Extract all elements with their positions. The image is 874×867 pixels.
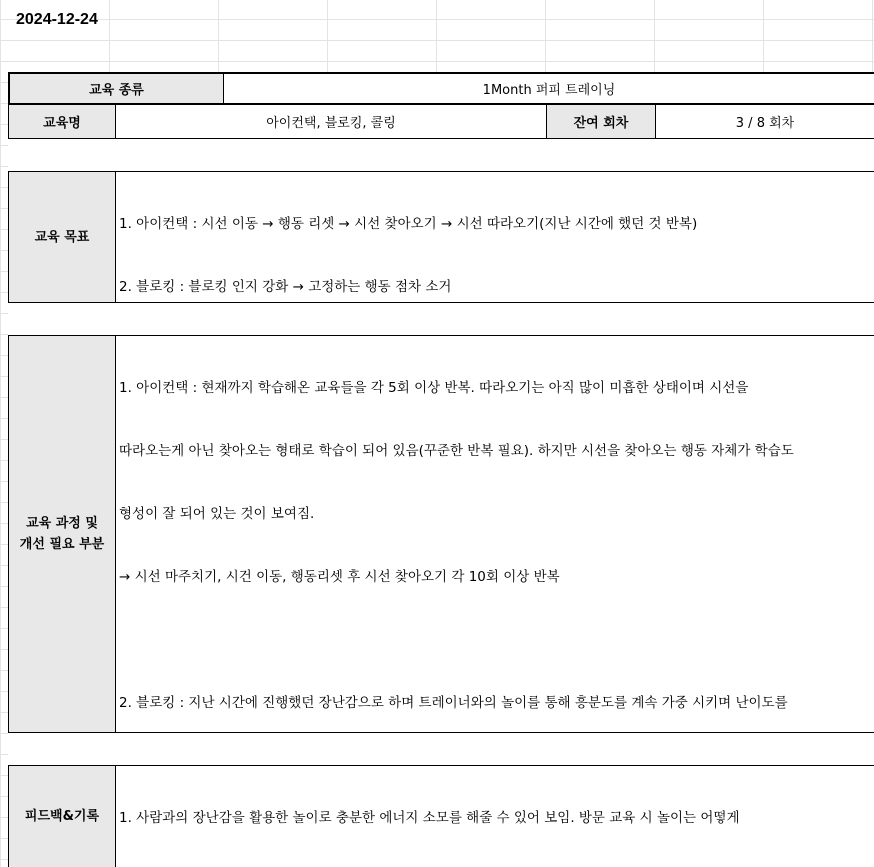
- process-line: [119, 630, 874, 651]
- goals-line: 2. 블로킹 : 블로킹 인지 강화 → 고정하는 행동 점차 소거: [119, 279, 452, 295]
- feedback-line: 1. 사람과의 장난감을 활용한 놀이로 충분한 에너지 소모를 해줄 수 있어 보임. 방문 교육 시 놀이는 어떻게: [119, 810, 740, 826]
- report-date: 2024-12-24: [16, 11, 98, 28]
- education-name-label: 교육명: [8, 104, 116, 139]
- process-content: [115, 335, 874, 733]
- process-label-line: 개선 필요 부분: [19, 537, 105, 552]
- goals-line: 1. 아이컨택 : 시선 이동 → 행동 리셋 → 시선 찾아오기 → 시선 따라오기(지난 시간에 했던 것 반복): [119, 216, 698, 232]
- feedback-content: [115, 765, 874, 867]
- remaining-sessions-label: 잔여 회차: [546, 104, 656, 139]
- process-label-line: 교육 과정 및: [26, 516, 98, 531]
- spacer-row: [8, 303, 874, 335]
- process-line: 형성이 잘 되어 있는 것이 보여짐.: [119, 506, 315, 522]
- process-line: 2. 블로킹 : 지난 시간에 진행했던 장난감으로 하며 트레이너와의 놀이를 통해 흥분도를 계속 가중 시키며 난이도를: [119, 695, 788, 711]
- goals-content: [115, 171, 874, 303]
- education-type-label: 교육 종류: [8, 72, 224, 105]
- process-label: [8, 335, 116, 733]
- feedback-label: 피드백&기록: [8, 765, 116, 867]
- process-line: → 시선 마주치기, 시건 이동, 행동리셋 후 시선 찾아오기 각 10회 이상 반복: [119, 569, 560, 585]
- goals-label: 교육 목표: [8, 171, 116, 303]
- process-line: 1. 아이컨택 : 현재까지 학습해온 교육들을 각 5회 이상 반복. 따라오기는 아직 많이 미흡한 상태이며 시선을: [119, 380, 749, 396]
- spacer-row: [8, 139, 874, 171]
- education-name-value: 아이컨택, 블로킹, 콜링: [115, 104, 547, 139]
- remaining-sessions-value: 3 / 8 회차: [655, 104, 874, 139]
- process-line: 따라오는게 아닌 찾아오는 형태로 학습이 되어 있음(꾸준한 반복 필요). 하지만 시선을 찾아오는 행동 자체가 학습도: [119, 443, 794, 459]
- spacer-row: [8, 733, 874, 765]
- education-type-value: 1Month 퍼피 트레이닝: [223, 72, 874, 105]
